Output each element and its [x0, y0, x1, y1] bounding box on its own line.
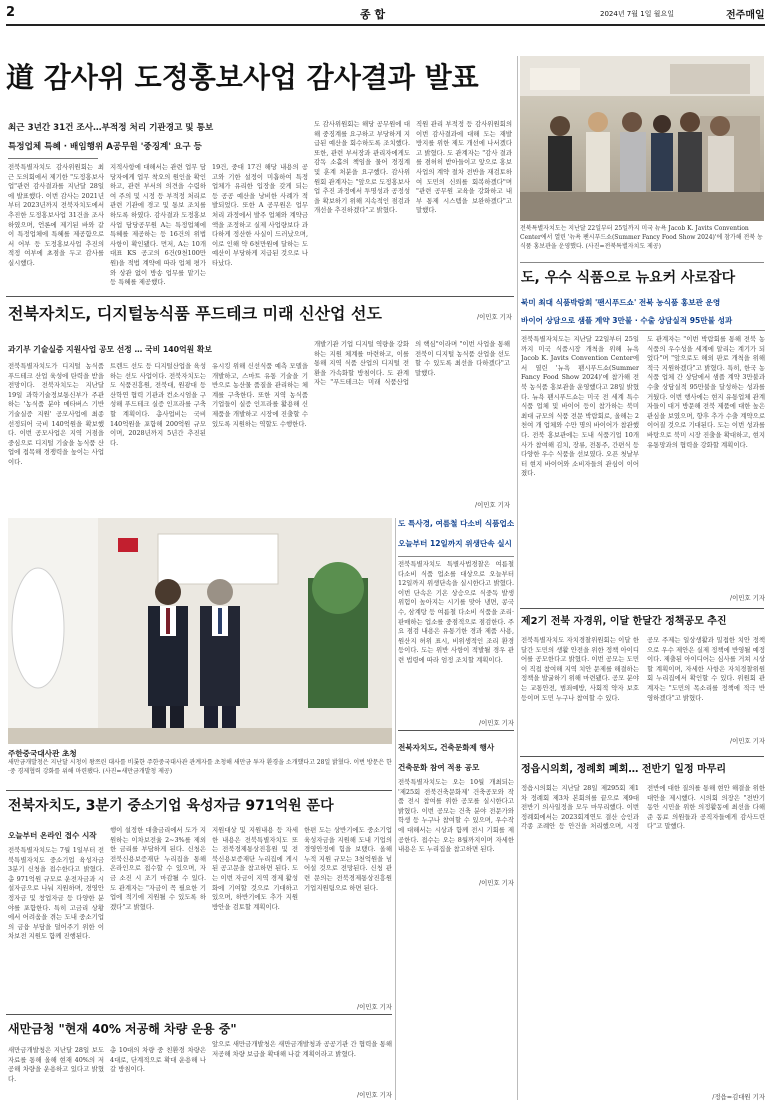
article2-headline: 전북자치도, 디지털농식품 푸드테크 미래 신산업 선도 — [8, 304, 382, 323]
article4-col3: 앞으로 새만금개발청은 새만금개발청과 공공기관 간 협력을 통해 저공해 차량 보급을 확대해 나갈 계획이라고 밝혔다. — [212, 1040, 392, 1058]
article3-col1: 전북특별자치도는 7월 1일부터 전북특별자치도 중소기업 육성자금 3분기 신청을 접수한다고 밝혔다. 총 971억원 규모로 운전자금과 시설자금으로 나눠 지원하며, 경영안정자금 및 창업자금 등 다양한 분야를 포함한다. 특히 고금리 상황에서 어려움을 겪는 도내 중소기업의 금융 부담을 덜어주기 위한 이차보전 지원도 함께 진행된다. — [8, 846, 104, 941]
section-rule — [6, 296, 514, 297]
construction-headline: 전북자치도, 건축문화제 행사 — [398, 743, 495, 752]
section-rule — [398, 730, 514, 731]
divider — [521, 330, 765, 331]
special-byline: /이민호 기자 — [478, 719, 514, 727]
section-rule — [6, 1014, 392, 1015]
section-label: 종 합 — [360, 8, 386, 21]
policy-byline: /이민호 기자 — [729, 737, 765, 745]
column-separator — [395, 518, 396, 1100]
section-rule — [6, 790, 392, 791]
construction-body: 전북특별자치도는 오는 10월 개최되는 '제25회 전북건축문화제' 건축공모와 작품 전시 참여를 위한 공모를 실시한다고 밝혔다. 이번 공모는 건축 분야 전문가와 학생 등 누구나 참여할 수 있으며, 우수작에 대해서는 시상과 함께 전시 기회를 제공한다. 접수는 오는 8월까지이며 자세한 내용은 도 누리집을 참고하면 된다. — [398, 778, 514, 854]
food-show-illustration — [520, 56, 764, 221]
article1-col5: 직원 관리 부적정 등 감사위원회의 이번 감사결과에 대해 도는 재발 방지를 위한 제도 개선에 나서겠다고 밝혔다. 도 관계자는 "감사 결과를 겸허히 받아들이고 앞으로 홍보사업의 계약 절차 전반을 재검토하여 도민의 신뢰를 회복하겠다"며 "관련 공무원 교육을 강화하고 내부 통제 시스템을 보완하겠다"고 말했다. — [416, 120, 512, 215]
article1-byline: /이민호 기자 — [476, 313, 512, 321]
ny-subhead: 바이어 상담으로 샘플 계약 3만불 · 수출 상담실적 95만불 성과 — [521, 316, 733, 325]
article4-col2: 총 10대의 차량 중 친환경 차량은 4대로, 단계적으로 확대 운용해 나갈 방침이다. — [110, 1046, 206, 1074]
ny-headline: 도, 우수 식품으로 뉴요커 사로잡다 — [521, 270, 736, 286]
ny-subhead: 북미 최대 식품박람회 '팬시푸드쇼' 전북 농식품 홍보관 운영 — [521, 298, 721, 307]
special-subhead: 오늘부터 12일까지 위생단속 실시 — [398, 539, 512, 548]
header-rule — [6, 24, 765, 26]
article1-subhead: 최근 3년간 31건 조사…부적정 처리 기관경고 및 통보 — [8, 123, 214, 133]
article3-col4: 한편 도는 상반기에도 중소기업 육성자금을 지원해 도내 기업의 경영안정에 힘을 보탰다. 올해 누적 지원 규모는 3천억원을 넘어설 것으로 전망된다. 신청 관련 문의는 전북경제통상진흥원 기업지원팀으로 하면 된다. — [304, 826, 392, 892]
ny-col2: 도 관계자는 "이번 박람회를 통해 전북 농식품의 우수성을 세계에 알리는 계기가 되었다"며 "앞으로도 해외 판로 개척을 위해 적극 지원하겠다"고 밝혔다. 특히, 한국 농식품 업체 간 상담에서 샘플 계약 3만불과 수출 상담실적 95만불을 달성하는 성과를 거뒀다. 이번 행사에는 현지 유통업체 관계자들이 대거 방문해 전북 제품에 대한 높은 관심을 보였으며, 향후 추가 수출 계약으로 이어질 것으로 기대된다. 도는 이번 성과를 바탕으로 북미 시장 진출을 확대하고, 현지 유통망과의 협력을 강화할 계획이다. — [647, 335, 765, 449]
policy-col1: 전북특별자치도 자치경찰위원회는 이달 한 달간 도민의 생활 안전을 위한 정책 아이디어를 공모한다고 밝혔다. 이번 공모는 도민이 직접 참여해 지역 치안 문제를 해결하는 정책을 발굴하기 위해 마련됐다. 공모 분야는 교통안전, 범죄예방, 사회적 약자 보호 등이며 도민 누구나 참여할 수 있다. — [521, 636, 639, 702]
article3-subhead: 오늘부터 온라인 접수 시작 — [8, 831, 97, 840]
construction-subhead: 건축문화 참여 적용 공모 — [398, 763, 480, 772]
special-headline: 도 특사경, 여름철 다소비 식품업소 — [398, 519, 514, 528]
article3-byline: /이민호 기자 — [356, 1003, 392, 1011]
article1-subhead: 특정업체 특혜 · 배임행위 A공무원 '중징계' 요구 등 — [8, 142, 202, 152]
article4-byline: /이민호 기자 — [356, 1091, 392, 1099]
page-number: 2 — [6, 5, 16, 20]
article2-col1: 전북특별자치도가 디지털 농식품 푸드테크 산업 육성에 탄력을 받을 전망이다. 전북자치도는 지난달 19일 과학기술정보통신부가 주관하는 '농식품 분야 메타버스 기반 기술실증 지원' 공모사업에 최종 선정되어 국비 140억원을 확보했다. 이번 공모사업은 지역 거점을 중심으로 디지털 기술을 농식품 산업에 접목해 경쟁력을 높이는 사업이다. — [8, 362, 104, 466]
column-separator — [517, 56, 518, 1100]
meeting-photo — [8, 518, 392, 744]
section-rule — [520, 756, 764, 757]
council-byline: /정읍=김대원 기자 — [712, 1093, 765, 1101]
article1-headline: 道 감사위 도정홍보사업 감사결과 발표 — [6, 61, 479, 94]
article3-col2: 행이 설정한 대출금리에서 도가 지원하는 이차보전율 2~3%를 제외한 금리를 부담하게 된다. 신청은 전북신용보증재단 누리집을 통해 온라인으로 접수할 수 있으며, 자금 소진 시 조기 마감될 수 있다. 도 관계자는 "자금이 꼭 필요한 기업에 적기에 지원될 수 있도록 하겠다"고 밝혔다. — [110, 826, 206, 911]
article1-col3: 19건, 중대 17건 해당 내용의 공고와 기한 설정이 미흡하여 특정 업체가 유리한 입장을 갖게 되는 등 공공 예산을 낭비한 사례가 적발되었다. 또한 A 공무원은 업무 처리 과정에서 발주 업체와 계약금액을 조정하고 실제 사업량보다 과다하게 정산한 사실이 드러났으며, 이로 인해 약 6천만원에 달하는 도 예산이 부당하게 지급된 것으로 나타났다. — [212, 163, 308, 267]
ny-col1: 전북특별자치도는 지난달 22일부터 25일까지 미국 식품시장 개척을 위해 뉴욕 Jacob K. Javits Convention Center에서 열린 '뉴욕 팬시푸드쇼(Summer Fancy Food Show 2024)'에 참가해 전북 농식품 홍보관을 운영했다고 28일 밝혔다. 뉴욕 팬시푸드쇼는 미국 전 세계 특수 식품 업체 및 바이어 등이 참가하는 북미 최대 규모의 식품 전문 박람회로, 올해는 2천여 개 업체와 수만 명의 바이어가 참관했다. 전북 홍보관에는 도내 식품기업 10개사가 참여해 김치, 장류, 전통주, 간편식 등 다양한 우수 식품을 선보였다. 오픈 첫날부터 현지 바이어와 소비자들의 관심이 이어졌다. — [521, 335, 639, 478]
article3-col3: 지원대상 및 지원내용 등 자세한 내용은 전북특별자치도 또는 전북경제통상진흥원 및 전북신용보증재단 누리집에 게시된 공고문을 참고하면 된다. 도는 이번 자금이 지역 경제 활성화에 기여할 것으로 기대하고 있으며, 하반기에도 추가 지원 방안을 검토할 계획이다. — [212, 826, 298, 911]
special-body: 전북특별자치도 특별사법경찰은 여름철 다소비 식품 업소를 대상으로 오늘부터 12일까지 위생단속을 실시한다고 밝혔다. 이번 단속은 기온 상승으로 식중독 발생 위험이 높아지는 시기를 맞아 냉면, 콩국수, 삼계탕 등 여름철 다소비 식품을 조리·판매하는 업소를 중점적으로 점검한다. 주요 점검 내용은 유통기한 경과 제품 사용, 원산지 허위 표시, 비위생적인 조리 환경 등이다. 도는 위반 사항이 적발될 경우 관련 법령에 따라 엄정 조치할 계획이다. — [398, 560, 514, 664]
article4-headline: 새만금청 "현재 40% 저공해 차량 운용 중" — [8, 1022, 237, 1036]
ny-byline: /이민호 기자 — [729, 594, 765, 602]
section-rule — [520, 608, 764, 609]
article2-subhead: 과기부 기술실증 지원사업 공모 선정 … 국비 140억원 확보 — [8, 345, 212, 354]
article2-col2: 트렌드 선도 등 디지털산업을 육성하는 선도 사업이다. 전북자치도는 도 식품진흥원, 전북대, 원광대 등 산학연 협력 기관과 컨소시엄을 구성해 푸드테크 실증 인프라를 구축할 계획이다. 총사업비는 국비 140억원을 포함해 200억원 규모이며, 2028년까지 5년간 추진된다. — [110, 362, 206, 447]
paper-name: 전주매일 — [726, 10, 765, 21]
article1-col2: 지적사항에 대해서는 관련 업무 담당자에게 업무 착오의 원인을 확인하고, 관련 부서의 의견을 수렴하여 주의 및 시정 등 부적정 처리로 관련 기관에 경고 및 통보 조치를 하도록 하였다. 감사결과 도정홍보사업 담당공무원 A는 특정업체에 특혜를 제공하는 등 16건의 위법사항이 확인됐다. 먼저, A는 10개 대표 KS 공고의 6건(9천100만원)을 적법 계약에 따라 업체 평가와 상관 없이 방송 업무를 맡기는 등 특혜를 제공했다. — [110, 163, 206, 287]
article4-col1: 새만금개발청은 지난달 28일 보도자료를 통해 올해 현재 40%의 저공해 차량을 운용하고 있다고 밝혔다. — [8, 1046, 104, 1083]
article2-col3: 유시킹 위해 신선식품 예측 모델을 개발하고, 스마트 유통 기술을 기반으로 농산물 품질을 관리하는 체계를 구축한다. 또한 지역 농식품 기업들이 실증 인프라를 활용해 신제품을 개발하고 시장에 진출할 수 있도록 지원하는 역할도 수행한다. — [212, 362, 308, 428]
article2-col4: 개발기관 기업 디지털 역량을 강화하는 지원 체계를 마련하고, 이를 통해 지역 식품 산업의 디지털 전환을 가속화할 방침이다. 도 관계자는 "푸드테크는 미래 식품산업의 핵심"이라며 "이번 사업을 통해 전북이 디지털 농식품 산업을 선도할 수 있도록 최선을 다하겠다"고 말했다. — [314, 340, 510, 387]
meeting-caption: 새만금개발청은 지난달 시청이 왕쯔린 대사를 비롯한 주한중국대사관 관계자를 초청해 새만금 투자 환경을 소개했다고 28일 밝혔다. 이번 방문은 한·중 경제협력 강화를 위해 마련됐다. (사진=새만금개발청 제공) — [8, 759, 392, 775]
meeting-caption-title: 주한중국대사관 초청 — [8, 749, 77, 758]
article3-headline: 전북자치도, 3분기 중소기업 육성자금 971억원 푼다 — [8, 798, 334, 814]
divider — [398, 556, 514, 557]
divider — [520, 262, 764, 263]
council-body: 정읍시의회는 지난달 28일 제295회 제1차 정례회 제3차 본회의를 끝으로 제9대 전반기 의사일정을 모두 마무리했다. 이번 정례회에서는 2023회계연도 결산 승인과 각종 조례안 등 안건을 처리했으며, 시정 전반에 대한 질의를 통해 현안 해결을 위한 대안을 제시했다. 시의회 의장은 "전반기 동안 시민을 위한 의정활동에 최선을 다해 준 동료 의원들과 공직자들에게 감사드린다"고 말했다. — [521, 784, 765, 831]
article1-col4: 도 감사위원회는 해당 공무원에 대해 중징계를 요구하고 부당하게 지급된 예산을 회수하도록 조치했다. 또한, 관련 부서장과 관리자에게도 감독 소홀의 책임을 물어 경징계 및 훈계 처분을 요구했다. 감사위원회 관계자는 "앞으로 도정홍보사업 추진 과정에서 투명성과 공정성을 확보하기 위해 지속적인 점검과 개선을 추진하겠다"고 밝혔다. — [314, 120, 410, 215]
food-show-photo — [520, 56, 764, 221]
construction-byline: /이민호 기자 — [478, 879, 514, 887]
policy-col2: 공모 주제는 일상생활과 밀접한 치안 정책으로 우수 제안은 실제 정책에 반영될 예정이다. 제출된 아이디어는 심사를 거쳐 시상할 계획이며, 자세한 사항은 자치경찰위원회 누리집에서 확인할 수 있다. 위원회 관계자는 "도민의 목소리를 정책에 적극 반영하겠다"고 밝혔다. — [647, 636, 765, 702]
article1-col1: 전북특별자치도 감사위원회는 최근 도의회에서 제기한 "도정홍보사업"관련 감사결과를 지난달 28일에 발표했다. 이번 감사는 2021년부터 2023년까지 전북자치도에서 추진한 도정홍보사업 31건을 조사하였으며, 언론에 제기된 바와 같이 특정업체에 특혜를 제공함으로서 어부 등 도정홍보사업 추진의 적정 여부에 초점을 두고 감사를 실시했다. — [8, 163, 104, 267]
food-show-caption: 전북특별자치도는 지난달 22일부터 25일까지 미국 뉴욕 Jacob K. Javits Convention Center에서 열린 '뉴욕 팬시푸드쇼(Summer Fancy Food Show 2024)'에 참가해 전북 농식품 홍보관을 운영했다. (사진=전북특별자치도 제공) — [520, 225, 763, 250]
policy-headline: 제2기 전북 자경위, 이달 한달간 정책공모 추진 — [521, 616, 727, 627]
council-headline: 정읍시의회, 정례회 폐회… 전반기 일정 마무리 — [521, 764, 727, 775]
divider — [8, 158, 98, 159]
meeting-illustration — [8, 518, 392, 744]
issue-date: 2024년 7월 1일 월요일 — [600, 10, 674, 18]
article2-byline: /이민호 기자 — [474, 501, 510, 509]
